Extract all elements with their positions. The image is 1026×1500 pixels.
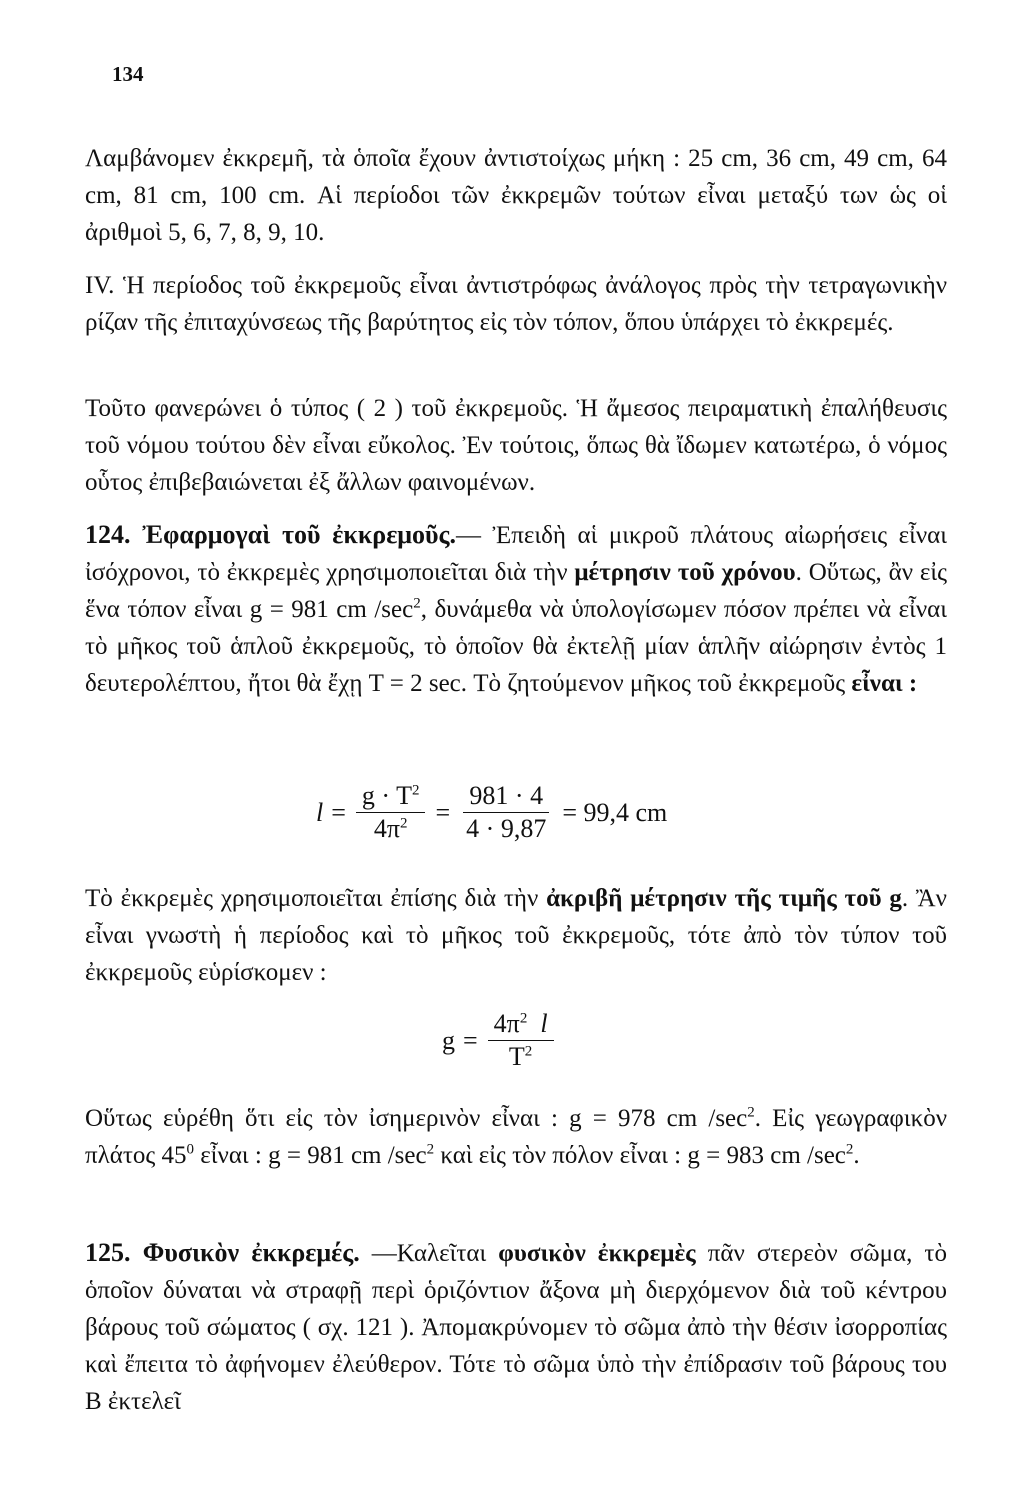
formula-length — [312, 782, 671, 843]
paragraph-g-values — [85, 1100, 947, 1174]
section-125-heading: 125. Φυσικὸν ἐκκρεμές. — [85, 1238, 360, 1267]
formula1-eq-2: = — [435, 797, 451, 827]
formula2-fraction — [488, 1010, 554, 1071]
s125-bold-physical-pendulum: φυσικὸν ἐκκρεμὲς — [498, 1240, 696, 1267]
s124-text-3: , δυνάμεθα νὰ ὑπολογίσωμεν πόσον πρέπει νὰ εἶναι τὸ μῆκος τοῦ ἁπλοῦ ἐκκρεμοῦς, τὸ ὁποῖον θὰ ἐκτελῇ μίαν ἁπλῆν αἰώρησιν ἐντὸς 1 δευτερολέπτου, ἤτοι θὰ ἔχῃ T = 2 sec. Τὸ ζητούμενον μῆκος τοῦ ἐκκρεμοῦς — [85, 596, 947, 697]
s124-bold-einai: εἶναι : — [851, 670, 918, 697]
s124-sup: 2 — [413, 595, 421, 612]
formula1-result: = 99,4 cm — [562, 797, 668, 827]
s125-text-1: —Καλεῖται — [359, 1240, 499, 1267]
formula-g — [438, 1010, 560, 1071]
formula1-num1: $g \cdot T^2$ — [356, 782, 426, 813]
p5-bold-exact-measurement: ἀκριβῆ μέτρησιν τῆς τιμῆς τοῦ g — [546, 885, 902, 912]
formula1-den1: $4\pi^2$ — [373, 814, 408, 843]
formula2-eq: = — [463, 1025, 478, 1055]
p5-text-1: Τὸ ἐκκρεμὲς χρησιμοποιεῖται ἐπίσης διὰ τὴν — [85, 885, 547, 912]
paragraph-pendulum-lengths: Λαμβάνομεν ἐκκρεμῆ, τὰ ὁποῖα ἔχουν ἀντιστοίχως μήκη : 25 cm, 36 cm, 49 cm, 64 cm, 81 cm, 100 cm. Αἱ περίοδοι τῶν ἐκκρεμῶν τούτων εἶναι μεταξύ των ὡς οἱ ἀριθμοὶ 5, 6, 7, 8, 9, 10. — [85, 145, 947, 246]
p6-sup-2: 2 — [426, 1141, 435, 1158]
p6-sup-3: 2 — [845, 1141, 854, 1158]
s124-bold-time-measurement: μέτρησιν τοῦ χρόνου — [574, 559, 796, 586]
law-four-statement: IV. Ἡ περίοδος τοῦ ἐκκρεμοῦς εἶναι ἀντιστρόφως ἀνάλογος πρὸς τὴν τετραγωνικὴν ρίζαν τῆς ἐπιταχύνσεως τῆς βαρύτητος εἰς τὸν τόπον, ὅπου ὑπάρχει τὸ ἐκκρεμές. — [85, 272, 947, 336]
formula1-eq: = — [331, 797, 346, 827]
section-125 — [85, 1234, 947, 1420]
section-124 — [85, 516, 947, 702]
p6-sup-1: 2 — [747, 1104, 755, 1121]
p6-text-3: εἶναι : g = 981 cm /sec — [194, 1142, 427, 1169]
formula1-fraction-2 — [460, 782, 552, 843]
formula1-lhs: l — [316, 797, 324, 827]
section-124-heading: 124. Ἐφαρμογαὶ τοῦ ἐκκρεμοῦς. — [85, 520, 457, 549]
s125-text-2: πᾶν στερεὸν σῶμα, τὸ ὁποῖον δύναται νὰ στραφῇ περὶ ὁριζόντιον ἄξονα μὴ διερχόμενον διὰ τοῦ κέντρου βάρους τοῦ σώματος ( σχ. 121 ). Ἀπομακρύνομεν τὸ σῶμα ἀπὸ τὴν θέσιν ἰσορροπίας καὶ ἔπειτα τὸ ἀφήνομεν ἐλεύθερον. Τότε τὸ σῶμα ὑπὸ τὴν ἐπίδρασιν τοῦ βάρους του Β ἐκτελεῖ — [85, 1240, 947, 1415]
p6-sup-degree: 0 — [186, 1141, 195, 1158]
p6-text-5: . — [853, 1142, 860, 1169]
formula1-den2: 4 · 9,87 — [466, 814, 547, 843]
formula2-lhs: g — [442, 1025, 455, 1055]
p6-text-2: . Εἰς γεωγραφικὸν πλάτος 45 — [85, 1105, 947, 1169]
formula1-fraction-1 — [356, 782, 426, 843]
p5-text-2: . Ἂν εἶναι γνωστὴ ἡ περίοδος καὶ τὸ μῆκος τοῦ ἐκκρεμοῦς, τότε ἀπὸ τὸν τύπον τοῦ ἐκκρεμοῦς εὑρίσκομεν : — [85, 885, 947, 986]
paragraph-g-measurement — [85, 880, 947, 991]
p6-text-4: καὶ εἰς τὸν πόλον εἶναι : g = 983 cm /sec — [434, 1142, 846, 1169]
paragraph-formula-verification: Τοῦτο φανερώνει ὁ τύπος ( 2 ) τοῦ ἐκκρεμοῦς. Ἡ ἄμεσος πειραματικὴ ἐπαλήθευσις τοῦ νόμου τούτου δὲν εἶναι εὔκολος. Ἐν τούτοις, ὅπως θὰ ἴδωμεν κατωτέρω, ὁ νόμος οὗτος ἐπιβεβαιώνεται ἐξ ἄλλων φαινομένων. — [85, 395, 947, 496]
formula2-den: $T^2$ — [508, 1042, 533, 1071]
p6-text-1: Οὕτως εὑρέθη ὅτι εἰς τὸν ἰσημερινὸν εἶναι : g = 978 cm /sec — [85, 1105, 748, 1132]
s124-text-1: — Ἐπειδὴ αἱ μικροῦ πλάτους αἰωρήσεις εἶναι ἰσόχρονοι, τὸ ἐκκρεμὲς χρησιμοποιεῖται διὰ τὴν — [85, 522, 947, 586]
page-number: 134 — [112, 62, 144, 86]
formula2-num: $4\pi^2$ l — [488, 1010, 554, 1041]
s124-text-2: . Οὕτως, ἂν εἰς ἕνα τόπον εἶναι g = 981 cm /sec — [85, 559, 948, 623]
formula1-num2: 981 · 4 — [463, 782, 549, 813]
